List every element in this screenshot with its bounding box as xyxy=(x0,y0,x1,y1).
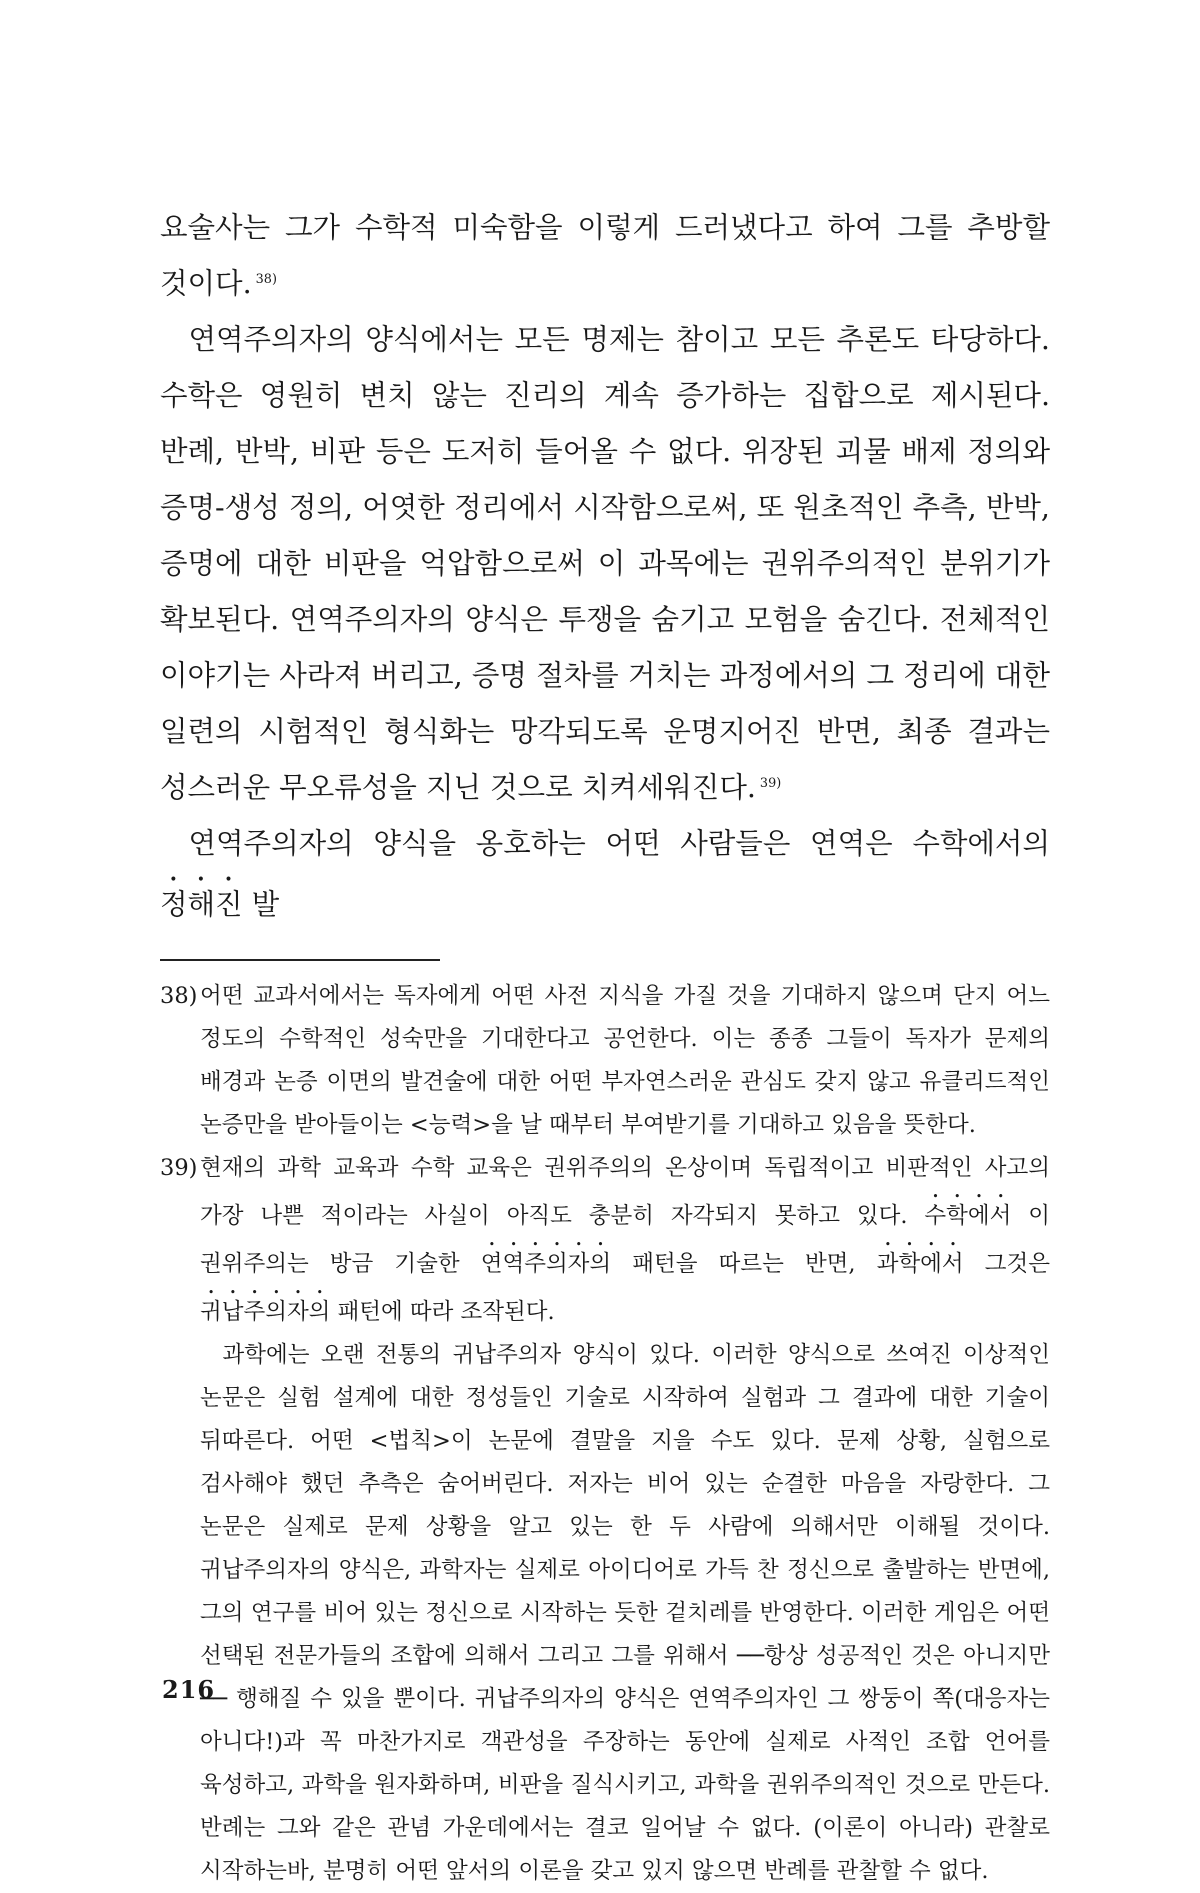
paragraph-1-text: 요술사는 그가 수학적 미숙함을 이렇게 드러냈다고 하여 그를 추방할 것이다. xyxy=(160,211,1050,300)
footnote-38 xyxy=(160,975,1050,1147)
footnote-ref-39[interactable]: 39) xyxy=(759,775,782,791)
footnote-divider xyxy=(160,959,440,961)
emphasis-dotted: 과학에서 xyxy=(876,1251,964,1277)
paragraph-2 xyxy=(160,312,1050,816)
footnote-39 xyxy=(160,1147,1050,1334)
footnote-39-text-a: 현재의 과학 교육과 수학 교육은 권위주의의 온상이며 독립적이고 비판적인 사고의 가장 나쁜 적이라는 사실이 아직도 충분히 자각되지 못하고 있다. xyxy=(200,1155,1050,1229)
paragraph-2-text: 연역주의자의 양식에서는 모든 명제는 참이고 모든 추론도 타당하다. 수학은 영원히 변치 않는 진리의 계속 증가하는 집합으로 제시된다. 반례, 반박, 비판 등은 도저히 들어올 수 없다. 위장된 괴물 배제 정의와 증명-생성 정의, 어엿한 정리에서 시작함으로써, 또 원초적인 추측, 반박, 증명에 대한 비판을 억압함으로써 이 과목에는 권위주의적인 분위기가 확보된다. 연역주의자의 양식은 투쟁을 숨기고 모험을 숨긴다. 전체적인 이야기는 사라져 버리고, 증명 절차를 거치는 과정에서의 그 정리에 대한 일련의 시험적인 형식화는 망각되도록 운명지어진 반면, 최종 결과는 성스러운 무오류성을 지닌 것으로 치켜세워진다. xyxy=(160,323,1050,804)
footnote-39-text-c: 패턴을 따르는 반면, xyxy=(611,1251,877,1277)
emphasis-dotted: 수학에서 xyxy=(924,1203,1012,1229)
paragraph-3-text-b: 발 xyxy=(242,888,280,921)
paragraph-3 xyxy=(160,816,1050,933)
emphasis-dotted: 정해진 xyxy=(160,888,243,921)
footnote-number: 38) xyxy=(160,983,198,1009)
paragraph-3-text-a: 연역주의자의 양식을 옹호하는 어떤 사람들은 연역은 수학에서의 xyxy=(188,827,1050,860)
main-text xyxy=(160,200,1050,933)
footnote-text: 어떤 교과서에서는 독자에게 어떤 사전 지식을 가질 것을 기대하지 않으며 단지 어느 정도의 수학적인 성숙만을 기대한다고 공언한다. 이는 종종 그들이 독자가 문제의 배경과 논증 이면의 발견술에 대한 어떤 부자연스러운 관심도 갖지 않고 유클리드적인 논증만을 받아들이는 <능력>을 날 때부터 부여받기를 기대하고 있음을 뜻한다. xyxy=(200,983,1050,1138)
emphasis-dotted: 연역주의자의 xyxy=(480,1251,612,1277)
footnote-ref-38[interactable]: 38) xyxy=(255,271,277,287)
footnote-39-text-b: 이 권위주의는 방금 기술한 xyxy=(200,1203,1050,1277)
footnote-text xyxy=(200,1147,1050,1334)
page-number: 216 xyxy=(162,1675,216,1704)
footnote-39-text-e: 패턴에 따라 조작된다. xyxy=(330,1299,555,1325)
paragraph-1 xyxy=(160,200,1050,312)
page-content xyxy=(160,200,1050,1893)
footnote-39-text-d: 그것은 xyxy=(963,1251,1050,1277)
footnotes xyxy=(160,975,1050,1893)
footnote-39-continuation: 과학에는 오랜 전통의 귀납주의자 양식이 있다. 이러한 양식으로 쓰여진 이상적인 논문은 실험 설계에 대한 정성들인 기술로 시작하여 실험과 그 결과에 대한 기술이 뒤따른다. 어떤 <법칙>이 논문에 결말을 지을 수도 있다. 문제 상황, 실험으로 검사해야 했던 추측은 숨어버린다. 저자는 비어 있는 순결한 마음을 자랑한다. 그 논문은 실제로 문제 상황을 알고 있는 한 두 사람에 의해서만 이해될 것이다. 귀납주의자의 양식은, 과학자는 실제로 아이디어로 가득 찬 정신으로 출발하는 반면에, 그의 연구를 비어 있는 정신으로 시작하는 듯한 겉치레를 반영한다. 이러한 게임은 어떤 선택된 전문가들의 조합에 의해서 그리고 그를 위해서 ──항상 성공적인 것은 아니지만── 행해질 수 있을 뿐이다. 귀납주의자의 양식은 연역주의자인 그 쌍둥이 쪽(대응자는 아니다!)과 꼭 마찬가지로 객관성을 주장하는 동안에 실제로 사적인 조합 언어를 육성하고, 과학을 원자화하며, 비판을 질식시키고, 과학을 권위주의적인 것으로 만든다. 반례는 그와 같은 관념 가운데에서는 결코 일어날 수 없다. (이론이 아니라) 관찰로 시작하는바, 분명히 어떤 앞서의 이론을 갖고 있지 않으면 반례를 관찰할 수 없다. xyxy=(200,1342,1050,1884)
emphasis-dotted: 귀납주의자의 xyxy=(200,1299,331,1325)
footnote-number: 39) xyxy=(160,1155,198,1181)
